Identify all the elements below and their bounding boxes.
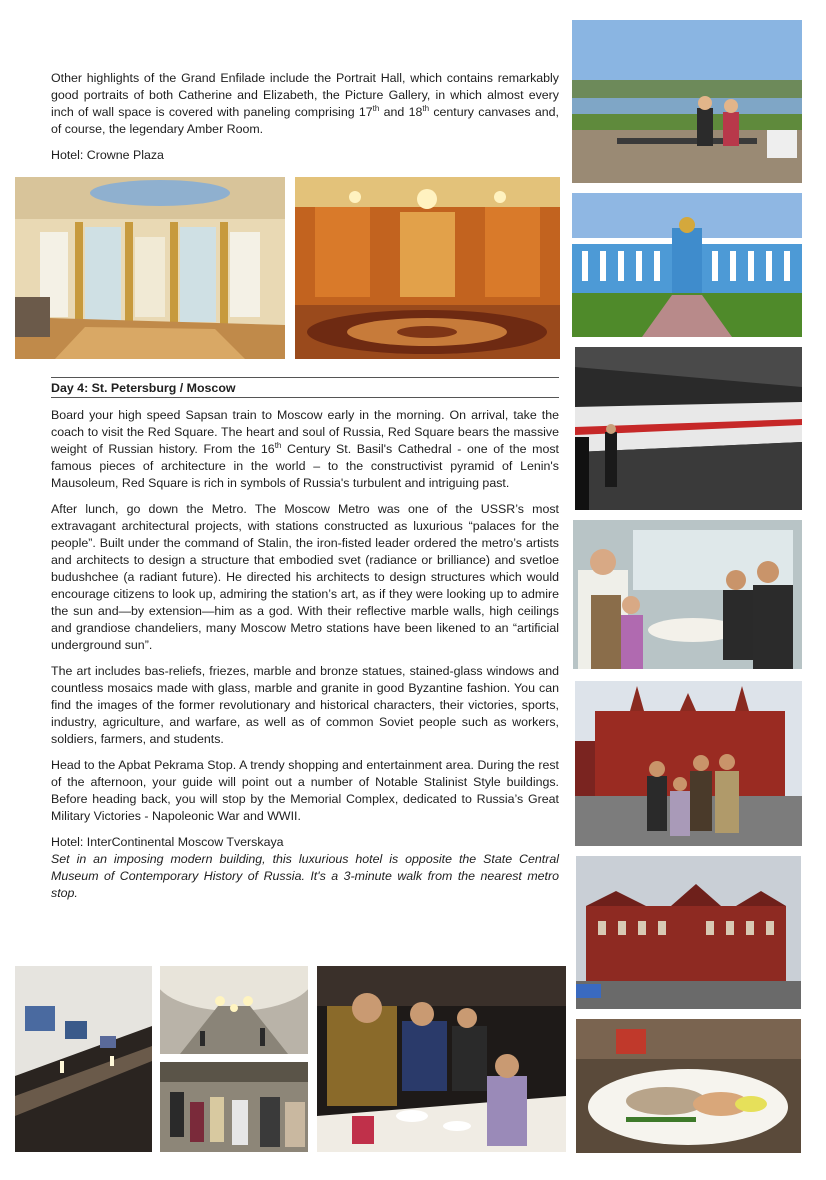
photo-catherine-palace-exterior	[572, 193, 802, 337]
hotel-intercontinental: Hotel: InterContinental Moscow Tverskaya	[51, 835, 284, 849]
photo-family-dinner-restaurant	[317, 966, 566, 1152]
photo-amber-room-interior	[295, 177, 560, 359]
day4-heading: Day 4: St. Petersburg / Moscow	[51, 377, 559, 398]
day4-text	[51, 407, 559, 902]
photo-metro-station-chandeliers	[160, 966, 308, 1054]
hotel-crowne-plaza: Hotel: Crowne Plaza	[51, 148, 164, 162]
photo-red-building-moscow	[576, 856, 801, 1009]
photo-metro-escalator	[15, 966, 152, 1152]
photo-family-state-historical-museum	[575, 681, 802, 846]
photo-white-hall-interior	[15, 177, 285, 359]
photo-family-on-train	[573, 520, 802, 669]
day4-paragraph-arbat: Head to the Apbat Pekrama Stop. A trendy shopping and entertainment area. During the rest of the afternoon, your guide will point out a number of Notable Stalinist Style buildings. Before heading back, you will stop by the Memorial Complex, dedicated to Russia’s Great Military Victories - Napoleonic War and WWII.	[51, 758, 559, 823]
intro-paragraph: Other highlights of the Grand Enfilade include the Portrait Hall, which contains remarkably good portraits of both Catherine and Elizabeth, the Picture Gallery, in which almost every inch of wall space is covered with paneling comprising 17th and 18th century canvases and, of course, the legendary Amber Room.	[51, 71, 560, 136]
day4-paragraph-metro-art: The art includes bas-reliefs, friezes, marble and bronze statues, stained-glass windows and countless mosaics made with glass, marble and granite in good Byzantine fashion. You can find the images of the former revolutionary and historical characters, their victories, sports, industry, agriculture, and warfare, as well as of common Soviet people such as workers, soldiers, farmers, and students.	[51, 664, 559, 746]
day4-paragraph-red-square: Board your high speed Sapsan train to Moscow early in the morning. On arrival, take the coach to visit the Red Square. The heart and soul of Russia, Red Square bears the massive weight of Russian history. From the 16th Century St. Basil's Cathedral - one of the most famous pieces of architecture in the world – to the constructivist pyramid of Lenin's Mausoleum, Red Square is rich in symbols of Russia's turbulent and intriguing past.	[51, 408, 559, 490]
intro-text	[51, 70, 559, 164]
photo-couple-on-bench-palace-garden	[572, 20, 802, 183]
photo-family-metro-train	[160, 1062, 308, 1152]
photo-sapsan-train-platform	[575, 347, 802, 510]
photo-plated-meal	[576, 1019, 801, 1153]
hotel-intercontinental-description: Set in an imposing modern building, this luxurious hotel is opposite the State Central Museum of Contemporary History of Russia. It's a 3-minute walk from the nearest metro stop.	[51, 852, 559, 900]
day4-paragraph-metro: After lunch, go down the Metro. The Moscow Metro was one of the USSR’s most extravagant architectural projects, with stations constructed as luxurious “palaces for the people”. Built under the command of Stalin, the iron-fisted leader ordered the metro’s artists and architects to design a structure that embodied svet (radiance or brilliance) and svetloe budushchee (a radiant future). He directed his architects to design structures which would encourage citizens to look up, admiring the station’s art, as if they were looking up to admire the sun and—by extension—him as a god. With their reflective marble walls, high ceilings and grandiose chandeliers, many Moscow Metro stations have been likened to an “artificial underground sun”.	[51, 502, 559, 652]
